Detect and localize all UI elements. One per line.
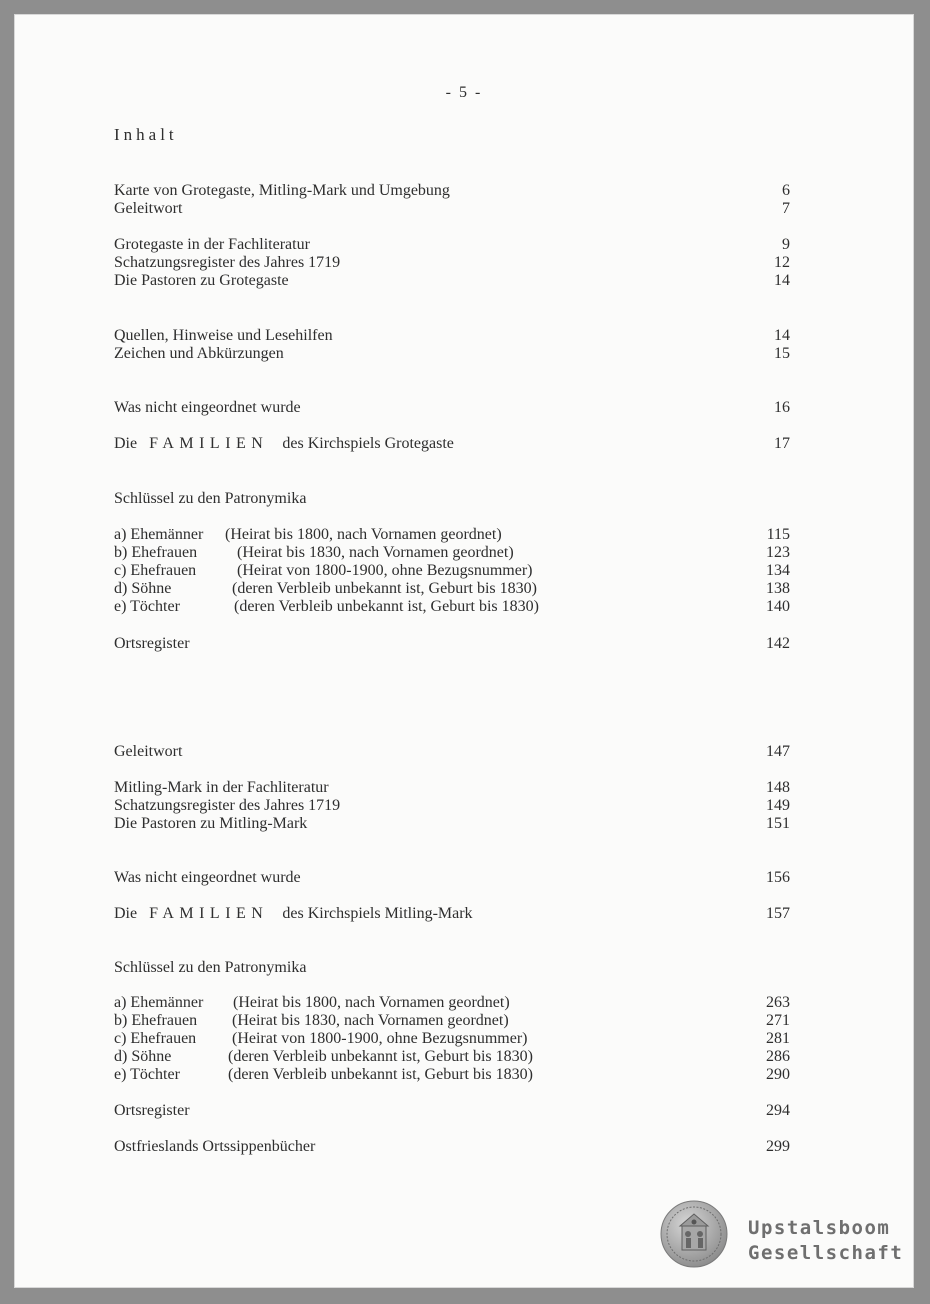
families-word: FAMILIEN xyxy=(149,435,269,452)
toc-entry-page: 281 xyxy=(766,1030,790,1047)
toc-entry-page: 147 xyxy=(766,743,790,760)
toc-entry-page: 299 xyxy=(766,1138,790,1155)
toc-entry xyxy=(114,993,790,1012)
toc-entry-page: 271 xyxy=(766,1012,790,1029)
toc-entry-title: c) Ehefrauen xyxy=(114,562,197,579)
toc-entry-title xyxy=(114,904,473,923)
toc-entry-page: 286 xyxy=(766,1048,790,1065)
toc-entry-page: 294 xyxy=(766,1102,790,1119)
toc-entry xyxy=(114,1047,790,1066)
toc-entry-page: 123 xyxy=(766,544,790,561)
toc-entry-title: Was nicht eingeordnet wurde xyxy=(114,399,301,416)
toc-entry xyxy=(114,235,790,254)
toc-heading: Inhalt xyxy=(114,125,178,144)
toc-entry-title: d) Söhne xyxy=(114,1048,172,1065)
toc-entry-page: 138 xyxy=(766,580,790,597)
toc-entry-families xyxy=(114,434,790,453)
toc-entry-title: e) Töchter xyxy=(114,1066,180,1083)
toc-entry-title: b) Ehefrauen xyxy=(114,544,198,561)
toc-entry-page: 14 xyxy=(774,327,790,344)
toc-entry xyxy=(114,1137,790,1156)
toc-entry-note: (Heirat bis 1800, nach Vornamen geordnet) xyxy=(233,994,510,1011)
toc-entry-title: b) Ehefrauen xyxy=(114,1012,198,1029)
toc-entry-page: 263 xyxy=(766,994,790,1011)
toc-entry-title: Schatzungsregister des Jahres 1719 xyxy=(114,254,341,271)
toc-entry-note: (Heirat von 1800-1900, ohne Bezugsnummer) xyxy=(237,562,533,579)
toc-entry-title: e) Töchter xyxy=(114,598,180,615)
toc-entry-page: 16 xyxy=(774,399,790,416)
toc-entry-page: 6 xyxy=(782,182,790,199)
toc-entry xyxy=(114,525,790,544)
toc-entry-title: Geleitwort xyxy=(114,743,183,760)
toc-entry xyxy=(114,253,790,272)
families-suffix: des Kirchspiels Mitling-Mark xyxy=(282,905,473,922)
toc-entry-title: Schlüssel zu den Patronymika xyxy=(114,959,307,976)
toc-entry-title: Zeichen und Abkürzungen xyxy=(114,345,284,362)
toc-entry-title: Schatzungsregister des Jahres 1719 xyxy=(114,797,341,814)
toc-entry xyxy=(114,868,790,887)
toc-entry xyxy=(114,778,790,797)
toc-entry xyxy=(114,597,790,616)
toc-subheading xyxy=(114,958,790,977)
toc-entry-title: Ortsregister xyxy=(114,1102,190,1119)
toc-entry-page: 15 xyxy=(774,345,790,362)
toc-entry-title: Was nicht eingeordnet wurde xyxy=(114,869,301,886)
brand-line1: Upstalsboom xyxy=(748,1217,891,1239)
families-prefix: Die xyxy=(114,905,138,922)
toc-entry-note: (deren Verbleib unbekannt ist, Geburt bis 1830) xyxy=(228,1066,533,1083)
families-suffix: des Kirchspiels Grotegaste xyxy=(282,435,454,452)
toc-entry-page: 156 xyxy=(766,869,790,886)
toc-entry xyxy=(114,814,790,833)
toc-subheading xyxy=(114,489,790,508)
upstalsboom-seal-icon xyxy=(660,1200,728,1268)
toc-entry xyxy=(114,1029,790,1048)
toc-entry-title: a) Ehemänner xyxy=(114,994,204,1011)
toc-entry xyxy=(114,398,790,417)
toc-entry-page: 9 xyxy=(782,236,790,253)
families-word: FAMILIEN xyxy=(149,905,269,922)
toc-entry-title: Ostfrieslands Ortssippenbücher xyxy=(114,1138,316,1155)
toc-entry-title: Karte von Grotegaste, Mitling-Mark und Umgebung xyxy=(114,182,450,199)
families-prefix: Die xyxy=(114,435,138,452)
toc-entry-page: 140 xyxy=(766,598,790,615)
toc-entry xyxy=(114,579,790,598)
page-number: - 5 - xyxy=(445,84,483,101)
toc-entry-page: 12 xyxy=(774,254,790,271)
toc-entry xyxy=(114,742,790,761)
toc-entry xyxy=(114,181,790,200)
toc-entry-note: (Heirat bis 1830, nach Vornamen geordnet) xyxy=(237,544,514,561)
toc-entry-note: (Heirat bis 1830, nach Vornamen geordnet) xyxy=(232,1012,509,1029)
toc-entry xyxy=(114,344,790,363)
toc-entry-families xyxy=(114,904,790,923)
toc-entry-note: (Heirat von 1800-1900, ohne Bezugsnummer) xyxy=(232,1030,528,1047)
toc-entry xyxy=(114,796,790,815)
toc-entry-title: d) Söhne xyxy=(114,580,172,597)
toc-entry-note: (deren Verbleib unbekannt ist, Geburt bis 1830) xyxy=(228,1048,533,1065)
toc-entry xyxy=(114,543,790,562)
toc-entry-page: 149 xyxy=(766,797,790,814)
toc-entry-page: 151 xyxy=(766,815,790,832)
toc-entry xyxy=(114,199,790,218)
toc-entry xyxy=(114,1065,790,1084)
toc-entry-title: Quellen, Hinweise und Lesehilfen xyxy=(114,327,333,344)
toc-entry-page: 14 xyxy=(774,272,790,289)
toc-entry-title: Geleitwort xyxy=(114,200,183,217)
toc-entry xyxy=(114,1011,790,1030)
toc-entry xyxy=(114,561,790,580)
toc-entry-page: 157 xyxy=(766,905,790,922)
toc-entry-page: 17 xyxy=(774,435,790,452)
toc-entry-title: Ortsregister xyxy=(114,635,190,652)
toc-entry-title: Grotegaste in der Fachliteratur xyxy=(114,236,310,253)
toc-entry-title: Mitling-Mark in der Fachliteratur xyxy=(114,779,329,796)
toc-entry xyxy=(114,1101,790,1120)
toc-entry-page: 134 xyxy=(766,562,790,579)
toc-entry-note: (deren Verbleib unbekannt ist, Geburt bis 1830) xyxy=(232,580,537,597)
toc-entry xyxy=(114,326,790,345)
toc-entry xyxy=(114,271,790,290)
toc-entry xyxy=(114,634,790,653)
toc-entry-page: 7 xyxy=(782,200,790,217)
toc-entry-note: (deren Verbleib unbekannt ist, Geburt bis 1830) xyxy=(234,598,539,615)
toc-entry-note: (Heirat bis 1800, nach Vornamen geordnet) xyxy=(225,526,502,543)
toc-entry-page: 142 xyxy=(766,635,790,652)
brand-line2: Gesellschaft xyxy=(748,1242,904,1264)
toc-entry-page: 148 xyxy=(766,779,790,796)
toc-entry-title: Die Pastoren zu Mitling-Mark xyxy=(114,815,308,832)
document-page xyxy=(14,14,914,1288)
toc-entry-title: c) Ehefrauen xyxy=(114,1030,197,1047)
toc-entry-page: 115 xyxy=(766,526,790,543)
toc-entry-title: Schlüssel zu den Patronymika xyxy=(114,490,307,507)
toc-entry-title: Die Pastoren zu Grotegaste xyxy=(114,272,289,289)
toc-entry-title xyxy=(114,434,454,453)
toc-entry-title: a) Ehemänner xyxy=(114,526,204,543)
toc-entry-page: 290 xyxy=(766,1066,790,1083)
